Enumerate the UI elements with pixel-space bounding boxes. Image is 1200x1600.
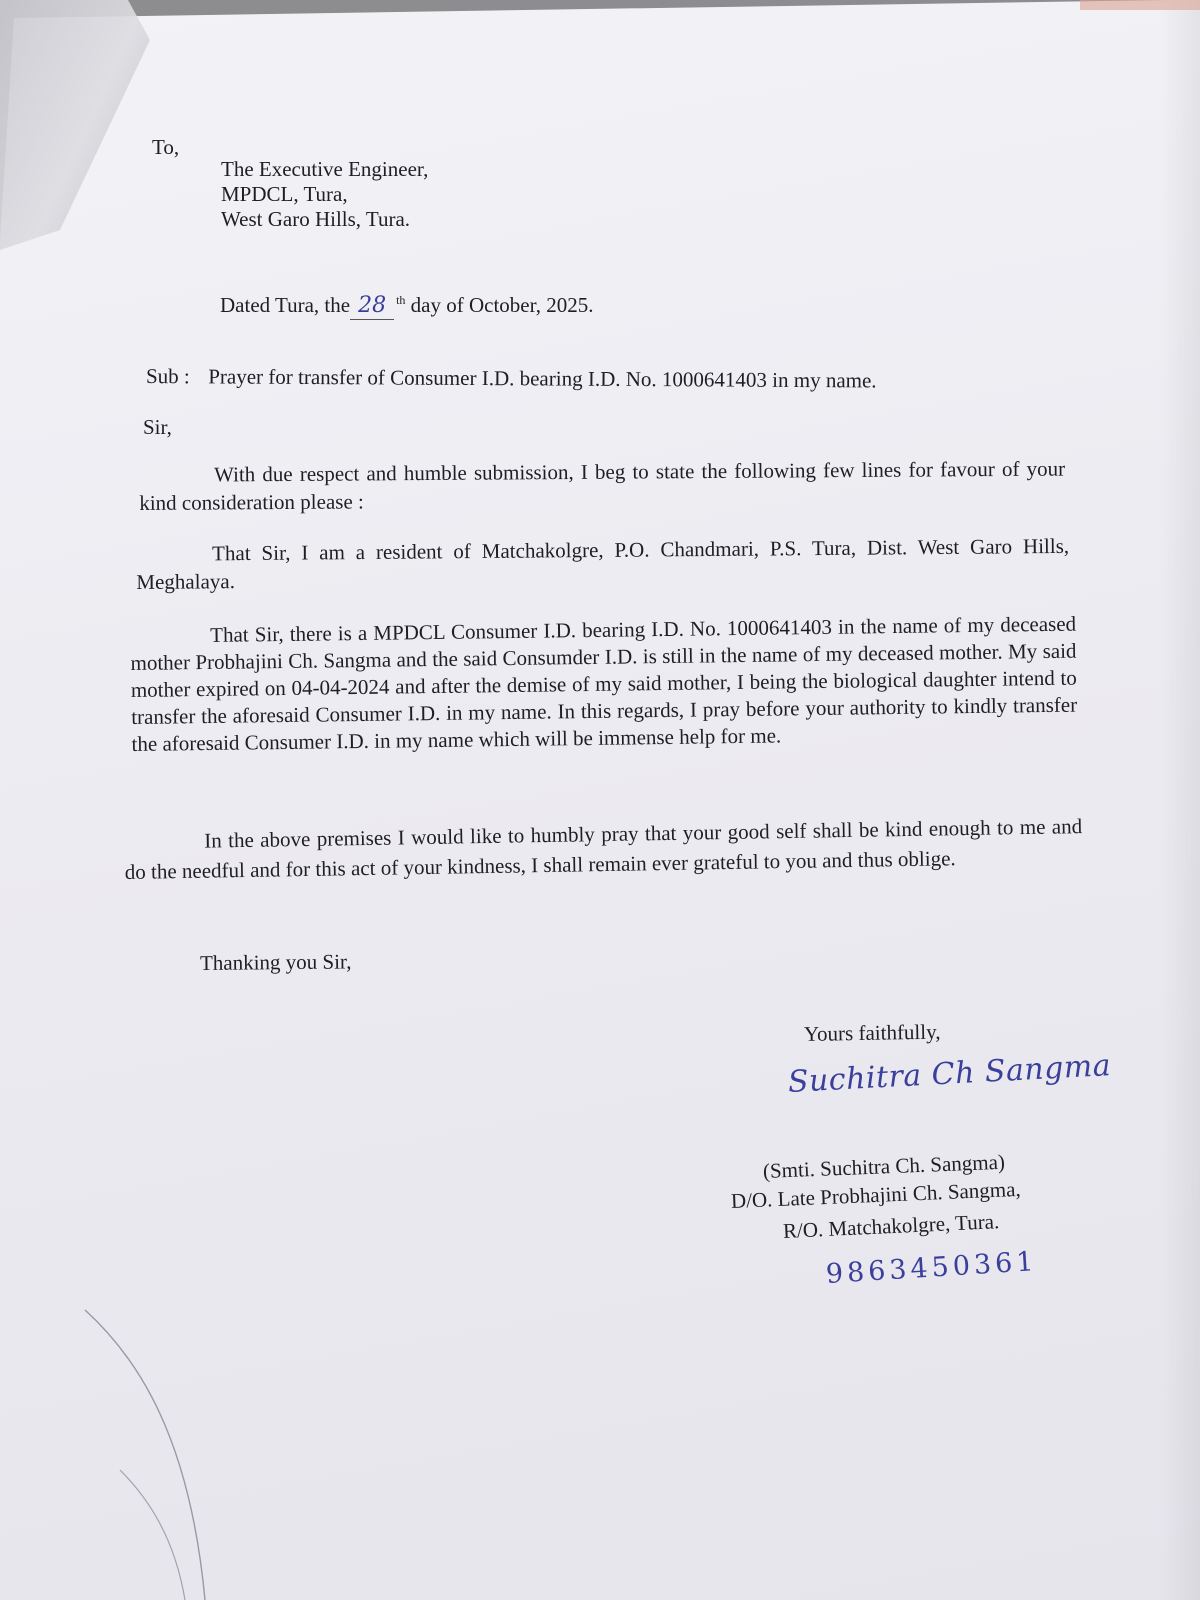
date-prefix: Dated Tura, the	[220, 293, 351, 317]
date-line	[220, 287, 594, 320]
greeting: Sir,	[143, 415, 172, 439]
underlying-page-edge	[1080, 0, 1200, 10]
date-day-suffix: th	[396, 293, 406, 307]
subject-text: Prayer for transfer of Consumer I.D. bearing I.D. No. 1000641403 in my name.	[208, 364, 877, 393]
paragraph-3: That Sir, there is a MPDCL Consumer I.D. bearing I.D. No. 1000641403 in the name of my deceased mother Probhajini Ch. Sangma and the said Consumder I.D. is still in the name of my deceased mother. My said mother expired on 04-04-2024 and after the demise of my said mother, I being the biological daughter intend to transfer the aforesaid Consumer I.D. in my name. In this regards, I pray before your authority to kindly transfer the aforesaid Consumer I.D. in my name which will be immense help for me.	[130, 611, 1078, 756]
subject-line	[146, 363, 877, 393]
recipient-line-1: The Executive Engineer,	[221, 157, 429, 181]
thanking-line: Thanking you Sir,	[199, 949, 352, 975]
recipient-line-2: MPDCL, Tura,	[221, 182, 348, 206]
subject-label: Sub :	[145, 364, 190, 389]
handwritten-signature: Suchitra Ch Sangma	[787, 1048, 1112, 1100]
stray-pen-stroke	[0, 1300, 300, 1600]
handwritten-phone-number: 9863450361	[825, 1246, 1039, 1290]
date-day-handwritten: 28	[350, 293, 394, 320]
to-label: To,	[152, 135, 180, 159]
paragraph-4: In the above premises I would like to humbly pray that your good self shall be kind enough to me and do the needful and for this act of your kindness, I shall remain ever grateful to you and thus oblige.	[124, 814, 1083, 884]
paragraph-2: That Sir, I am a resident of Matchakolgre, P.O. Chandmari, P.S. Tura, Dist. West Garo Hills, Meghalaya.	[136, 533, 1070, 594]
sender-parent: D/O. Late Probhajini Ch. Sangma,	[730, 1176, 1022, 1213]
paragraph-1: With due respect and humble submission, I beg to state the following few lines for favour of your kind consideration please :	[139, 456, 1066, 515]
recipient-line-3: West Garo Hills, Tura.	[221, 207, 411, 231]
closing-line: Yours faithfully,	[803, 1019, 941, 1046]
sender-name: (Smti. Suchitra Ch. Sangma)	[762, 1149, 1006, 1183]
page-shadow	[1160, 0, 1200, 1600]
date-rest: day of October, 2025.	[410, 293, 594, 317]
sender-residence: R/O. Matchakolgre, Tura.	[782, 1209, 1000, 1243]
